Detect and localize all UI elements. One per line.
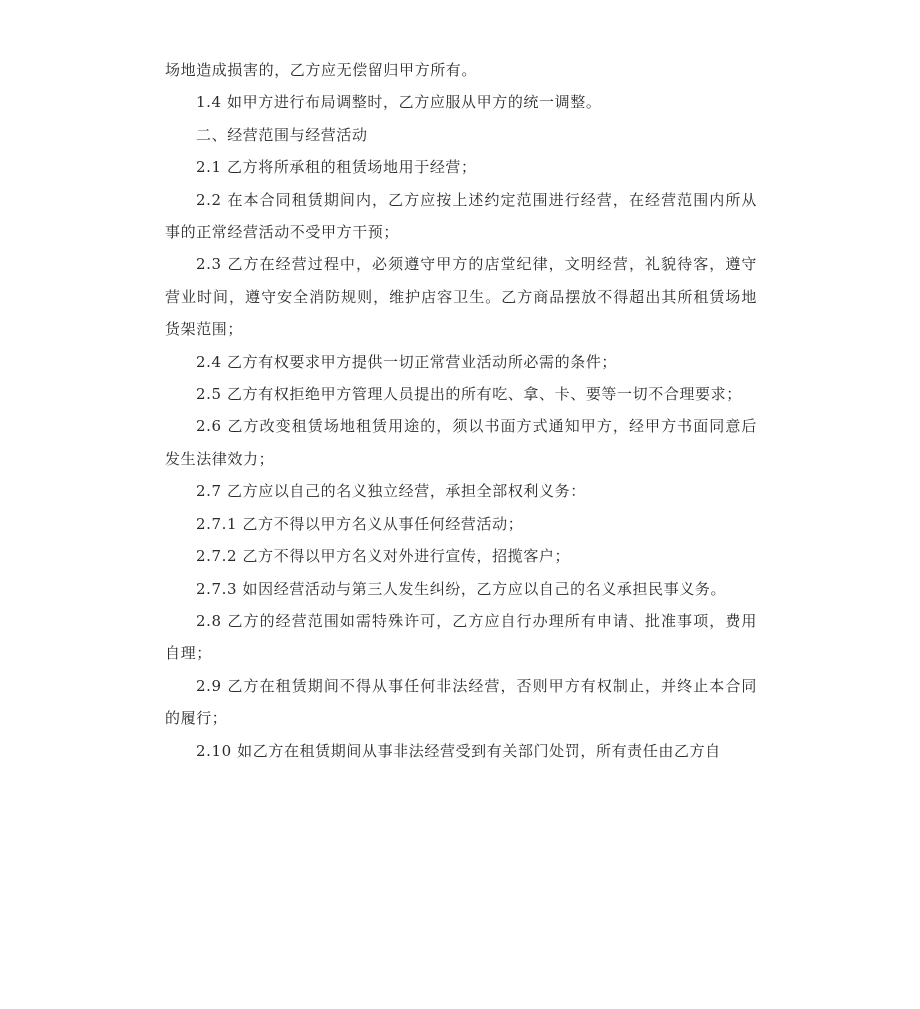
- section-heading: 二、经营范围与经营活动: [196, 125, 368, 144]
- paragraph: 2.5 乙方有权拒绝甲方管理人员提出的所有吃、拿、卡、要等一切不合理要求；: [196, 385, 742, 404]
- paragraph: 2.2 在本合同租赁期间内，乙方应按上述约定范围进行经营，在经营范围内所从事的正常经营活动不受甲方干预；: [165, 190, 757, 242]
- paragraph: 2.7.3 如因经营活动与第三人发生纠纷，乙方应以自己的名义承担民事义务。: [196, 579, 727, 598]
- paragraph: 2.6 乙方改变租赁场地租赁用途的，须以书面方式通知甲方，经甲方书面同意后发生法律效力；: [165, 417, 757, 468]
- document-body: [165, 54, 757, 767]
- paragraph: 2.7.2 乙方不得以甲方名义对外进行宣传，招揽客户；: [196, 547, 571, 566]
- paragraph: 2.7.1 乙方不得以甲方名义从事任何经营活动；: [196, 514, 524, 533]
- paragraph: 1.4 如甲方进行布局调整时，乙方应服从甲方的统一调整。: [196, 93, 602, 112]
- paragraph: 2.7 乙方应以自己的名义独立经营，承担全部权利义务：: [196, 482, 586, 501]
- paragraph: 2.4 乙方有权要求甲方提供一切正常营业活动所必需的条件；: [196, 352, 618, 371]
- paragraph: 2.9 乙方在租赁期间不得从事任何非法经营，否则甲方有权制止，并终止本合同的履行；: [165, 676, 757, 728]
- paragraph: 2.10 如乙方在租赁期间从事非法经营受到有关部门处罚，所有责任由乙方自: [196, 741, 721, 760]
- paragraph: 2.8 乙方的经营范围如需特殊许可，乙方应自行办理所有申请、批准事项，费用自理；: [165, 611, 757, 663]
- paragraph: 场地造成损害的，乙方应无偿留归甲方所有。: [165, 61, 478, 79]
- paragraph: 2.1 乙方将所承租的租赁场地用于经营；: [196, 158, 477, 177]
- paragraph: 2.3 乙方在经营过程中，必须遵守甲方的店堂纪律，文明经营，礼貌待客，遵守营业时间，遵守安全消防规则，维护店容卫生。乙方商品摆放不得超出其所租赁场地货架范围；: [165, 255, 757, 339]
